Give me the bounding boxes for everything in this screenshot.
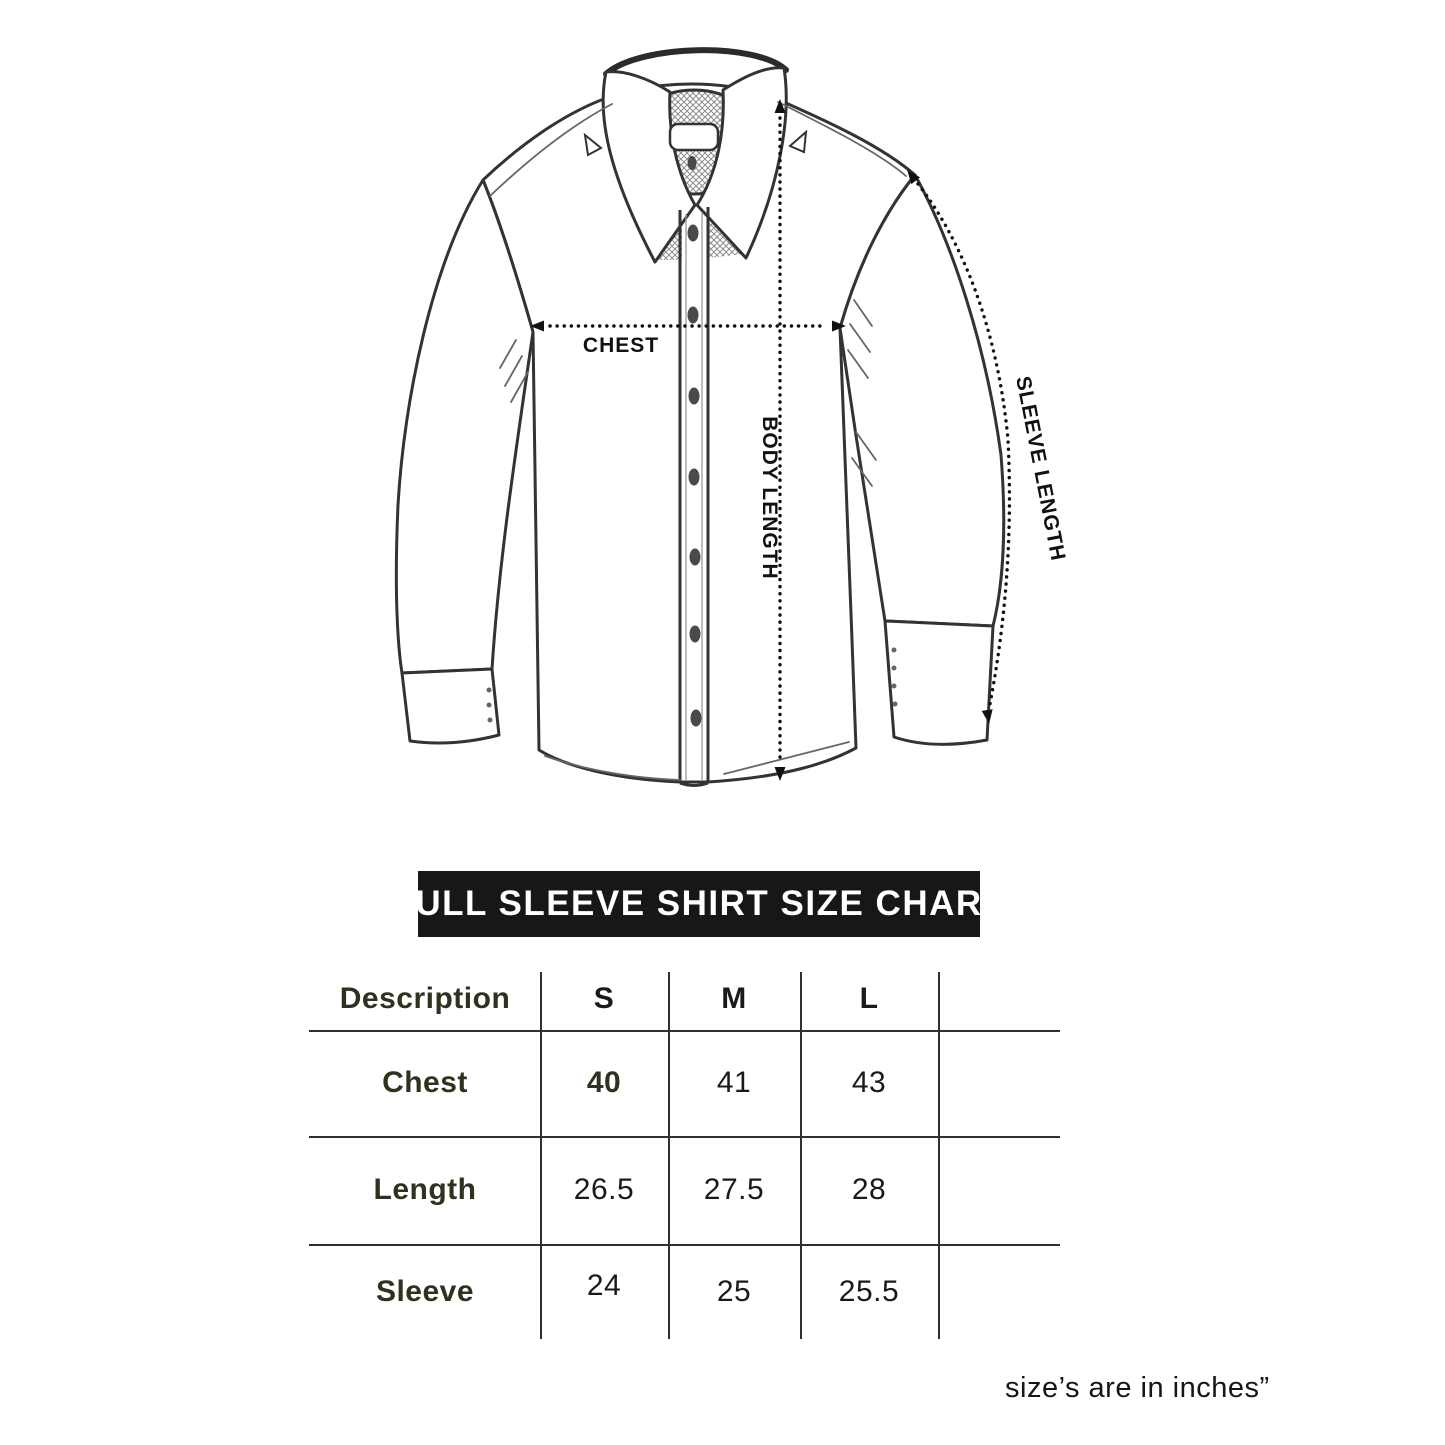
title-banner [392,871,1006,937]
cell-sleeve-l: 25.5 [838,1275,900,1308]
cell-sleeve-m: 25 [716,1275,752,1308]
header-cell-description: Description [339,982,511,1015]
page-title: FULL SLEEVE SHIRT SIZE CHART [392,884,1006,923]
body-length-label: BODY LENGTH [758,416,781,580]
collar-label [670,124,718,150]
cell-length-m: 27.5 [703,1173,765,1206]
chest-label: CHEST [582,334,660,357]
row-label-chest: Chest [382,1066,468,1099]
cell-chest-s: 40 [586,1066,622,1099]
left-cuff [402,669,499,743]
cell-chest-m: 41 [716,1066,752,1099]
cell-sleeve-s: 24 [586,1269,622,1302]
header-cell-l: L [859,982,879,1015]
row-label-sleeve: Sleeve [375,1275,475,1308]
cell-length-s: 26.5 [573,1173,635,1206]
collar-button [688,156,697,170]
header-cell-m: M [721,982,747,1015]
header-cell-s: S [593,982,615,1015]
cell-chest-l: 43 [851,1066,887,1099]
sleeve-length-label: SLEEVE LENGTH [1011,374,1070,564]
cell-length-l: 28 [851,1173,887,1206]
table-vertical-line [938,972,940,1339]
units-footnote: size’s are in inches” [1005,1372,1270,1404]
row-label-length: Length [373,1173,477,1206]
right-cuff [885,621,993,744]
